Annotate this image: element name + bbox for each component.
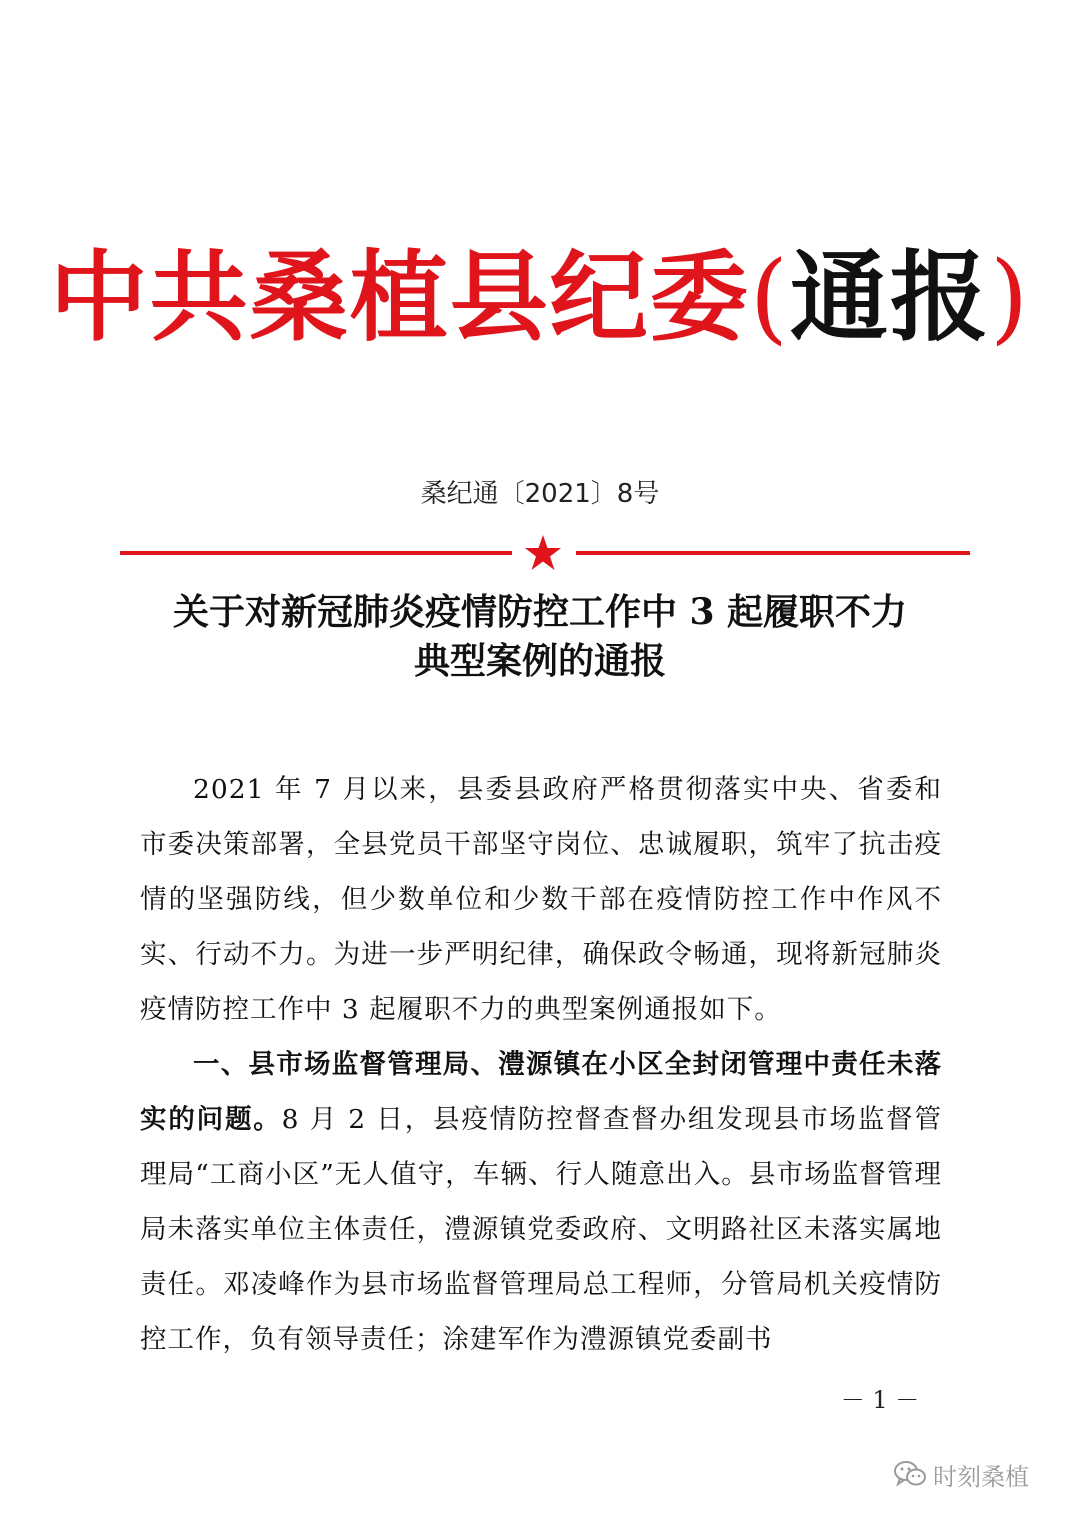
masthead-paren-open: ( xyxy=(749,241,790,355)
red-star-icon xyxy=(524,534,562,572)
masthead-paren-close: ) xyxy=(990,241,1031,355)
wechat-icon xyxy=(893,1459,927,1489)
watermark-text: 时刻桑植 xyxy=(933,1462,1029,1491)
red-rule-right xyxy=(576,551,970,555)
paragraph-case-1 xyxy=(140,1037,942,1367)
case-1-heading: 一、县市场监督管理局、澧源镇在小区全封闭管理中责任未落实的问题。 xyxy=(140,1049,942,1135)
watermark xyxy=(893,1454,1029,1494)
title-line-1: 关于对新冠肺炎疫情防控工作中 3 起履职不力 xyxy=(172,591,908,633)
document-number: 桑纪通〔2021〕8号 xyxy=(420,479,660,509)
title-line-2: 典型案例的通报 xyxy=(413,640,666,682)
document-body xyxy=(140,762,942,1367)
masthead xyxy=(0,238,1080,358)
masthead-org: 中共桑植县纪委 xyxy=(49,240,750,355)
document-title xyxy=(110,588,970,686)
page-number: － 1 － xyxy=(840,1386,920,1414)
case-1-text: 8 月 2 日，县疫情防控督查督办组发现县市场监督管理局“工商小区”无人值守，车辆、行人随意出入。县市场监督管理局未落实单位主体责任，澧源镇党委政府、文明路社区未落实属地责任。邓凌峰作为县市场监督管理局总工程师，分管局机关疫情防控工作，负有领导责任；涂建军作为澧源镇党委副书 xyxy=(140,1104,942,1355)
masthead-kind: 通报 xyxy=(790,240,991,355)
red-rule-left xyxy=(120,551,512,555)
paragraph-intro: 2021 年 7 月以来，县委县政府严格贯彻落实中央、省委和市委决策部署，全县党员干部坚守岗位、忠诚履职，筑牢了抗击疫情的坚强防线，但少数单位和少数干部在疫情防控工作中作风不实、行动不力。为进一步严明纪律，确保政令畅通，现将新冠肺炎疫情防控工作中 3 起履职不力的典型案例通报如下。 xyxy=(140,774,942,1025)
